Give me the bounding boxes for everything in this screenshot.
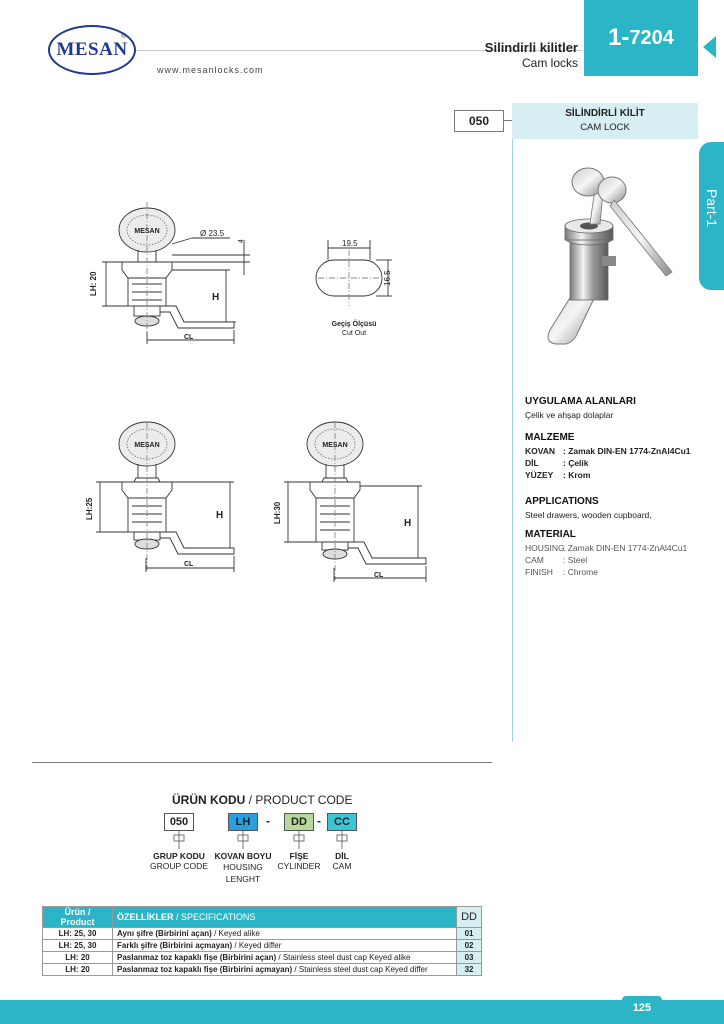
part-side-tab-label: Part-1: [704, 188, 720, 228]
row-spec: [113, 928, 457, 940]
mesan-logo: [48, 25, 136, 75]
material-row: [525, 458, 691, 470]
key-brand-label: MESAN: [134, 228, 160, 235]
technical-drawing-lh20: [80, 200, 500, 360]
catalog-code-box: [584, 0, 698, 76]
product-code-box: 050: [454, 110, 504, 132]
lh25-label: LH:25: [85, 497, 94, 520]
logo-registered-mark: ®: [120, 33, 126, 40]
technical-drawing-lh25: [80, 420, 250, 580]
lh20-label: LH: 20: [89, 271, 98, 296]
row-dd: 32: [457, 964, 482, 976]
product-title-english: CAM LOCK: [580, 122, 630, 133]
material-value: : Zamak DIN-EN 1774-ZnAl4Cu1: [563, 446, 691, 456]
h-label-3: H: [404, 518, 412, 529]
cl-label-2: CL: [184, 561, 194, 568]
row-spec-en: / Stainless steel dust cap Keyed differ: [292, 965, 428, 974]
h-label-2: H: [216, 510, 224, 521]
material-row: [525, 543, 687, 555]
material-list-english: [525, 543, 687, 579]
row-dd: 01: [457, 928, 482, 940]
row-spec-en: / Keyed alike: [211, 929, 260, 938]
top-dimension-label: 4: [238, 239, 245, 243]
technical-drawing-lh30: [268, 420, 438, 590]
cl-label-1: CL: [184, 334, 194, 341]
table-row: [43, 952, 482, 964]
product-code-title-rest: / PRODUCT CODE: [245, 793, 353, 807]
row-dd: 03: [457, 952, 482, 964]
spec-table: [42, 906, 482, 976]
code-box-group: 050: [164, 813, 194, 831]
title-turkish: Silindirli kilitler: [484, 40, 578, 55]
row-spec-tr: Farklı şifre (Birbirini açmayan): [117, 941, 233, 950]
section-divider: [32, 762, 492, 763]
code-label-en: HOUSING LENGHT: [223, 862, 263, 884]
material-row: [525, 567, 687, 579]
product-code-title-bold: ÜRÜN KODU: [172, 793, 246, 807]
code-box-cylinder: DD: [284, 813, 314, 831]
key-brand-label-2: MESAN: [134, 442, 160, 449]
applications-text-english: Steel drawers, wooden cupboard,: [525, 510, 652, 520]
row-lh: LH: 20: [43, 964, 113, 976]
cutout-title-turkish: Geçiş Ölçüsü: [331, 321, 377, 328]
row-dd: 02: [457, 940, 482, 952]
material-row: [525, 470, 691, 482]
code-label-en: CYLINDER: [277, 861, 321, 871]
material-value: : Chrome: [563, 567, 598, 577]
row-spec-tr: Paslanmaz toz kapaklı fişe (Birbirini açan): [117, 953, 277, 962]
row-spec: [113, 952, 457, 964]
header-dd: DD: [457, 907, 482, 928]
code-label-cam: [307, 851, 377, 871]
code-connectors: [160, 831, 370, 853]
code-label-tr: FİŞE: [289, 851, 309, 861]
row-spec-tr: Aynı şifre (Birbirini açan): [117, 929, 212, 938]
material-row: [525, 446, 691, 458]
row-spec-en: / Stainless steel dust cap Keyed alike: [276, 953, 411, 962]
code-box-housing: LH: [228, 813, 258, 831]
material-key: DİL: [525, 458, 539, 468]
cutout-height-label: 16.5: [383, 270, 392, 286]
material-row: [525, 555, 687, 567]
row-spec-tr: Paslanmaz toz kapaklı fişe (Birbirini açmayan): [117, 965, 293, 974]
row-spec: [113, 940, 457, 952]
row-lh: LH: 25, 30: [43, 928, 113, 940]
code-label-en: GROUP CODE: [150, 861, 208, 871]
material-key: KOVAN: [525, 446, 556, 456]
applications-title-english: APPLICATIONS: [525, 496, 599, 507]
product-title-turkish: SİLİNDİRLİ KİLİT: [565, 108, 645, 119]
title-english: Cam locks: [521, 56, 578, 70]
cl-label-3: CL: [374, 572, 384, 579]
key-brand-label-3: MESAN: [322, 442, 348, 449]
table-row: [43, 940, 482, 952]
code-label-group: [144, 851, 214, 871]
catalog-code-number: 7204: [629, 26, 674, 49]
material-key: FINISH: [525, 567, 553, 577]
product-code-connector: [504, 120, 512, 121]
diameter-label: Ø 23.5: [200, 229, 225, 238]
row-spec: [113, 964, 457, 976]
catalog-code-prefix: 1-: [608, 24, 630, 51]
catalog-arrow-icon: [703, 36, 716, 58]
logo-text: MESAN: [56, 39, 128, 60]
material-value: : Çelik: [563, 458, 589, 468]
material-key: HOUSING: [525, 543, 565, 553]
applications-title-turkish: UYGULAMA ALANLARI: [525, 396, 636, 407]
product-code-title: [172, 793, 352, 807]
row-spec-en: / Keyed differ: [232, 941, 282, 950]
code-label-tr: DİL: [335, 851, 349, 861]
website-link[interactable]: www.mesanlocks.com: [157, 65, 264, 75]
cam-lock-photo: [530, 160, 690, 350]
header-spec-rest: / SPECIFICATIONS: [173, 912, 256, 922]
material-title-english: MATERIAL: [525, 529, 576, 540]
column-divider: [512, 139, 513, 742]
table-header-row: [43, 907, 482, 928]
footer-bar: [0, 1000, 724, 1024]
header-spec-bold: ÖZELLİKLER: [117, 912, 174, 922]
h-label-1: H: [212, 292, 220, 303]
code-label-en: CAM: [332, 861, 352, 871]
table-row: [43, 964, 482, 976]
header-product: Ürün / Product: [43, 907, 113, 928]
material-list-turkish: [525, 446, 691, 482]
material-value: : Steel: [563, 555, 588, 565]
code-label-tr: KOVAN BOYU: [214, 851, 272, 861]
row-lh: LH: 20: [43, 952, 113, 964]
header-specifications: [113, 907, 457, 928]
material-value: : Zamak DIN-EN 1774-ZnAl4Cu1: [563, 543, 688, 553]
cutout-title-english: Cut Out: [341, 330, 367, 337]
lh30-label: LH:30: [273, 501, 282, 524]
page-number: 125: [622, 996, 662, 1020]
applications-text-turkish: Çelik ve ahşap dolaplar: [525, 410, 614, 420]
material-key: CAM: [525, 555, 544, 565]
code-dash: -: [266, 814, 270, 828]
row-lh: LH: 25, 30: [43, 940, 113, 952]
material-value: : Krom: [563, 470, 591, 480]
table-row: [43, 928, 482, 940]
code-label-tr: GRUP KODU: [153, 851, 205, 861]
code-box-cam: CC: [327, 813, 357, 831]
code-dash: -: [317, 814, 321, 828]
material-title-turkish: MALZEME: [525, 432, 575, 443]
material-key: YÜZEY: [525, 470, 554, 480]
cutout-width-label: 19.5: [342, 239, 358, 248]
